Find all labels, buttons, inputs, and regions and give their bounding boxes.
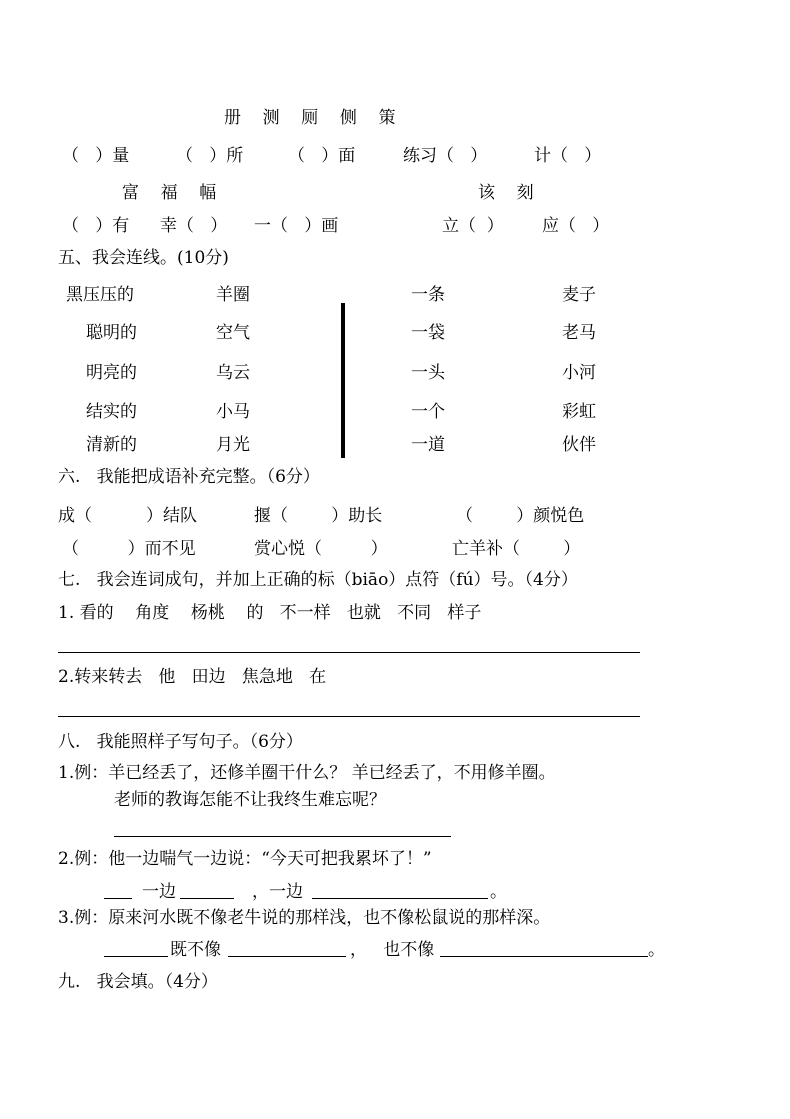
sec6-idiom: 赏心悦（ ） bbox=[254, 539, 388, 559]
sec8-q3-pattern-b: ， 也不像 bbox=[350, 940, 435, 960]
blank-line[interactable] bbox=[180, 898, 234, 899]
sec9-title: 九. 我会填。（4分） bbox=[58, 972, 218, 992]
sec5-noun-b: 小河 bbox=[562, 363, 596, 383]
sec4-row1-blank-4: 练习（ ） bbox=[403, 146, 488, 166]
sec4-row2-chars-right: 该 刻 bbox=[478, 183, 534, 203]
sec5-adjective: 结实的 bbox=[86, 402, 137, 422]
sec5-noun-b: 老马 bbox=[562, 323, 596, 343]
sec5-measure: 一条 bbox=[411, 285, 445, 305]
matching-divider bbox=[341, 303, 345, 458]
sec6-idiom: 揠（ ）助长 bbox=[254, 506, 383, 526]
sec5-measure: 一个 bbox=[411, 402, 445, 422]
sec6-title: 六. 我能把成语补充完整。（6分） bbox=[58, 467, 320, 487]
sec4-row2-blank-2: 幸（ ） bbox=[160, 216, 228, 236]
sec8-q2-pattern-b: ，一边 bbox=[252, 882, 303, 902]
sec4-row1-chars: 册 测 厕 侧 策 bbox=[224, 108, 396, 128]
answer-line[interactable] bbox=[58, 716, 640, 717]
sec4-row1-blank-3: （ ）面 bbox=[288, 146, 356, 166]
sec8-q3-end: 。 bbox=[648, 940, 665, 960]
sec5-title: 五、我会连线。(10分) bbox=[58, 248, 229, 268]
sec5-noun-a: 小马 bbox=[216, 402, 250, 422]
sec6-idiom: （ ）而不见 bbox=[62, 539, 196, 559]
sec6-idiom: 亡羊补（ ） bbox=[452, 539, 581, 559]
sec8-q3-pattern-a: 既不像 bbox=[170, 940, 221, 960]
sec4-row2-blank-4: 立（ ） bbox=[442, 216, 504, 236]
sec7-question-1: 1. 看的 角度 杨桃 的 不一样 也就 不同 样子 bbox=[58, 603, 482, 623]
sec5-measure: 一头 bbox=[411, 363, 445, 383]
answer-line[interactable] bbox=[114, 836, 451, 837]
blank-line[interactable] bbox=[228, 956, 346, 957]
sec4-row2-blank-1: （ ）有 bbox=[62, 216, 130, 236]
sec5-adjective: 明亮的 bbox=[86, 363, 137, 383]
sec4-row2-blank-3: 一（ ）画 bbox=[254, 216, 339, 236]
sec6-idiom: 成（ ）结队 bbox=[58, 506, 198, 526]
sec8-q3-example: 3.例：原来河水既不像老牛说的那样浅，也不像松鼠说的那样深。 bbox=[58, 908, 551, 928]
sec5-adjective: 清新的 bbox=[86, 435, 137, 455]
sec5-noun-b: 彩虹 bbox=[562, 402, 596, 422]
sec5-noun-a: 羊圈 bbox=[216, 285, 250, 305]
sec5-noun-a: 空气 bbox=[216, 323, 250, 343]
sec5-measure: 一袋 bbox=[411, 323, 445, 343]
sec4-row2-chars-left: 富 福 幅 bbox=[122, 183, 217, 203]
blank-line[interactable] bbox=[312, 898, 488, 899]
sec8-q2-example: 2.例：他一边喘气一边说：“今天可把我累坏了！” bbox=[58, 849, 432, 869]
sec4-row1-blank-5: 计（ ） bbox=[534, 146, 602, 166]
sec4-row1-blank-1: （ ）量 bbox=[62, 146, 130, 166]
blank-line[interactable] bbox=[440, 956, 648, 957]
sec8-q2-pattern-a: 一边 bbox=[142, 882, 176, 902]
sec4-row2-blank-5: 应（ ） bbox=[542, 216, 610, 236]
blank-line[interactable] bbox=[104, 956, 168, 957]
sec8-title: 八. 我能照样子写句子。（6分） bbox=[58, 732, 303, 752]
sec5-adjective: 黑压压的 bbox=[66, 285, 134, 305]
sec5-adjective: 聪明的 bbox=[86, 323, 137, 343]
sec5-noun-a: 月光 bbox=[216, 435, 250, 455]
sec8-q1-example: 1.例：羊已经丢了，还修羊圈干什么？ 羊已经丢了，不用修羊圈。 bbox=[58, 763, 556, 783]
blank-line[interactable] bbox=[104, 898, 132, 899]
answer-line[interactable] bbox=[58, 652, 640, 653]
sec5-measure: 一道 bbox=[411, 435, 445, 455]
sec8-q2-end: 。 bbox=[490, 882, 507, 902]
sec5-noun-a: 乌云 bbox=[216, 363, 250, 383]
sec6-idiom: （ ）颜悦色 bbox=[456, 506, 585, 526]
sec4-row1-blank-2: （ ）所 bbox=[176, 146, 244, 166]
sec5-noun-b: 伙伴 bbox=[562, 435, 596, 455]
sec7-question-2: 2.转来转去 他 田边 焦急地 在 bbox=[58, 667, 327, 687]
sec8-q1-prompt: 老师的教诲怎能不让我终生难忘呢？ bbox=[114, 790, 386, 810]
sec7-title: 七. 我会连词成句，并加上正确的标（biāo）点符（fú）号。（4分） bbox=[58, 570, 578, 590]
sec5-noun-b: 麦子 bbox=[562, 285, 596, 305]
